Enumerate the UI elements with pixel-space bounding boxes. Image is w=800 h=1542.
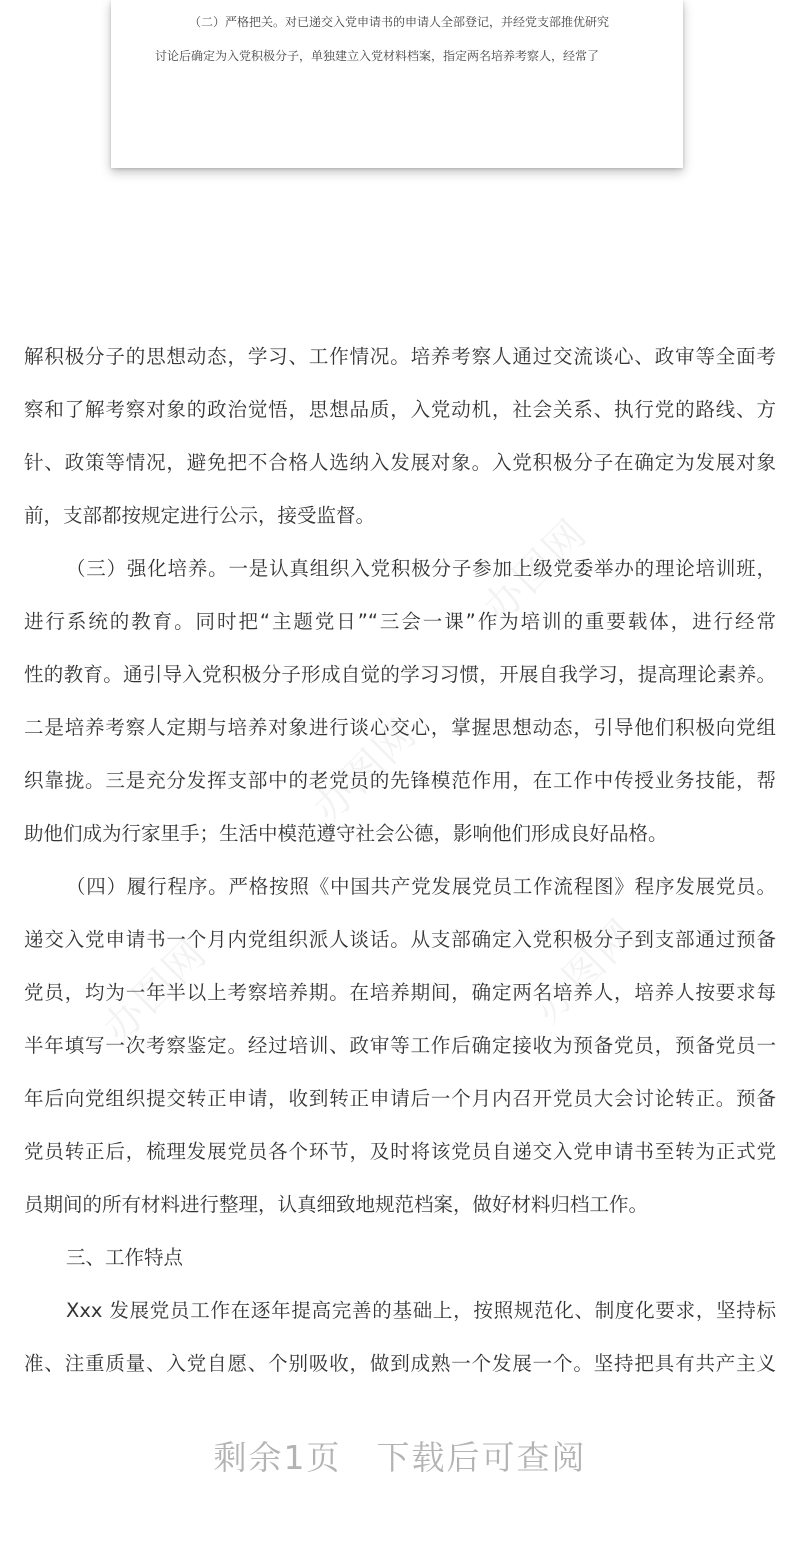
body-text-line: 半年填写一次考察鉴定。经过培训、政审等工作后确定接收为预备党员，预备党员一 [24,1034,776,1057]
body-text-line: 递交入党申请书一个月内党组织派人谈话。从支部确定入党积极分子到支部通过预备 [24,928,776,951]
watermark: 办图网 [474,510,597,632]
body-text-line: 进行系统的教育。同时把“主题党日”“三会一课”作为培训的重要载体，进行经常 [24,610,776,633]
preview-text-line: 讨论后确定为入党积极分子，单独建立入党材料档案，指定两名培养考察人，经常了 [155,49,600,63]
body-text-line: 性的教育。通引导入党积极分子形成自觉的学习习惯，开展自我学习，提高理论素养。 [24,663,776,686]
body-text-line: 助他们成为行家里手；生活中模范遵守社会公德，影响他们形成良好品格。 [24,822,668,845]
body-text-line: 员期间的所有材料进行整理，认真细致地规范档案，做好材料归档工作。 [24,1193,649,1216]
body-text-line: 针、政策等情况，避免把不合格人选纳入发展对象。入党积极分子在确定为发展对象 [24,451,776,474]
body-text-line: 织靠拢。三是充分发挥支部中的老党员的先锋模范作用，在工作中传授业务技能，帮 [24,769,776,792]
body-text-line: 察和了解考察对象的政治觉悟，思想品质，入党动机，社会关系、执行党的路线、方 [24,398,776,421]
body-text-line: 党员，均为一年半以上考察培养期。在培养期间，确定两名培养人，培养人按要求每 [24,981,776,1004]
document-body [24,330,776,1390]
body-text-line: 解积极分子的思想动态，学习、工作情况。培养考察人通过交流谈心、政审等全面考 [24,345,776,368]
remaining-pages-notice[interactable]: 剩余1页 下载后可查阅 [213,1438,587,1477]
watermark: 办图网 [524,910,647,1032]
body-text-line: 党员转正后，梳理发展党员各个环节，及时将该党员自递交入党申请书至转为正式党 [24,1140,776,1163]
section-title: 三、工作特点 [66,1246,184,1269]
watermark: 办图网 [94,930,217,1052]
body-text-line: 二是培养考察人定期与培养对象进行谈心交心，掌握思想动态，引导他们积极向党组 [24,716,776,739]
section-heading-line: （三）强化培养。一是认真组织入党积极分子参加上级党委举办的理论培训班， [66,557,776,580]
section-heading-line: （四）履行程序。严格按照《中国共产党发展党员工作流程图》程序发展党员。 [66,875,776,898]
watermark: 办图网 [304,710,427,832]
preview-text-line: （二）严格把关。对已递交入党申请书的申请人全部登记，并经党支部推优研究 [189,15,610,29]
previous-page-preview [111,0,683,168]
body-text-line: 准、注重质量、入党自愿、个别吸收，做到成熟一个发展一个。坚持把具有共产主义 [24,1352,776,1375]
body-text-line: 前，支部都按规定进行公示，接受监督。 [24,504,376,527]
body-text-line: Xxx 发展党员工作在逐年提高完善的基础上，按照规范化、制度化要求，坚持标 [66,1299,776,1322]
body-text-line: 年后向党组织提交转正申请，收到转正申请后一个月内召开党员大会讨论转正。预备 [24,1087,776,1110]
